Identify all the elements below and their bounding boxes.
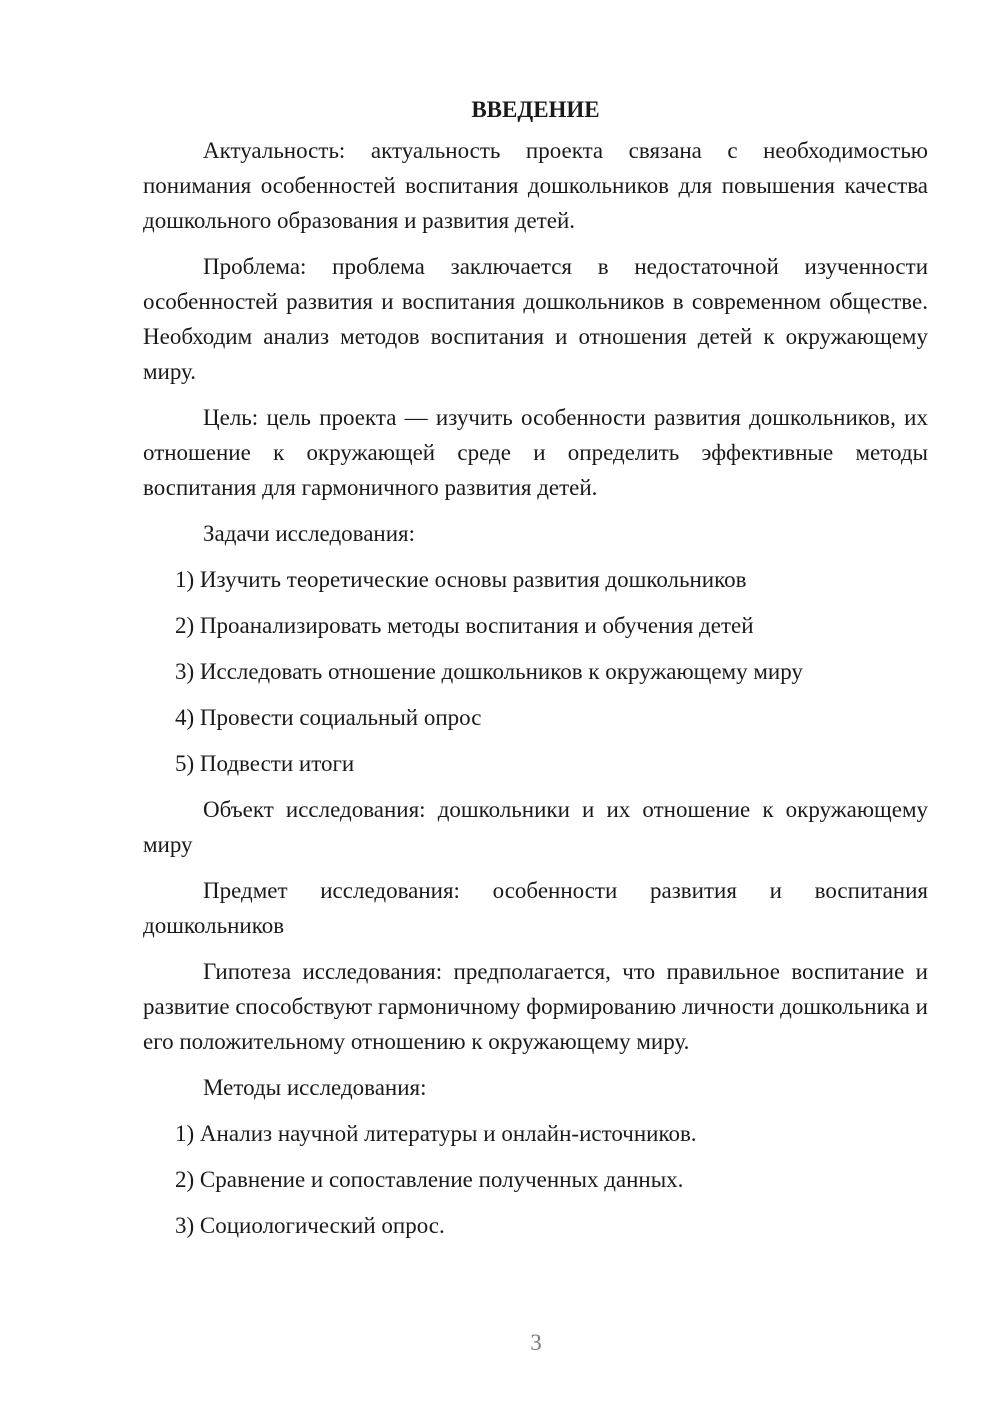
section-title: ВВЕДЕНИЕ xyxy=(471,97,600,122)
page-content xyxy=(143,92,928,1254)
list-item: 4) Провести социальный опрос xyxy=(175,705,482,730)
list-item: 3) Исследовать отношение дошкольников к окружающему миру xyxy=(175,659,803,684)
list-item: 2) Сравнение и сопоставление полученных данных. xyxy=(175,1167,684,1192)
list-item: 5) Подвести итоги xyxy=(175,751,355,776)
methods-heading: Методы исследования: xyxy=(203,1075,427,1100)
list-item: 1) Изучить теоретические основы развития дошкольников xyxy=(175,567,747,592)
relevance-paragraph: Актуальность: актуальность проекта связана с необходимостью понимания особенностей воспитания дошкольников для повышения качества дошкольного образования и развития детей. xyxy=(143,138,928,233)
tasks-heading: Задачи исследования: xyxy=(203,521,416,546)
methods-list xyxy=(143,1116,928,1243)
list-item: 2) Проанализировать методы воспитания и обучения детей xyxy=(175,613,754,638)
list-item: 3) Социологический опрос. xyxy=(175,1213,445,1238)
list-item: 1) Анализ научной литературы и онлайн-источников. xyxy=(175,1121,697,1146)
hypothesis-paragraph: Гипотеза исследования: предполагается, что правильное воспитание и развитие способствуют гармоничному формированию личности дошкольника и его положительному отношению к окружающему миру. xyxy=(143,959,928,1054)
goal-paragraph: Цель: цель проекта — изучить особенности развития дошкольников, их отношение к окружающей среде и определить эффективные методы воспитания для гармоничного развития детей. xyxy=(143,405,928,500)
object-paragraph: Объект исследования: дошкольники и их отношение к окружающему миру xyxy=(143,797,928,857)
page-number: 3 xyxy=(530,1330,542,1355)
subject-paragraph: Предмет исследования: особенности развития и воспитания дошкольников xyxy=(143,878,928,938)
tasks-list xyxy=(143,562,928,781)
problem-paragraph: Проблема: проблема заключается в недостаточной изученности особенностей развития и воспитания дошкольников в современном обществе. Необходим анализ методов воспитания и отношения детей к окружающему миру. xyxy=(143,254,928,384)
